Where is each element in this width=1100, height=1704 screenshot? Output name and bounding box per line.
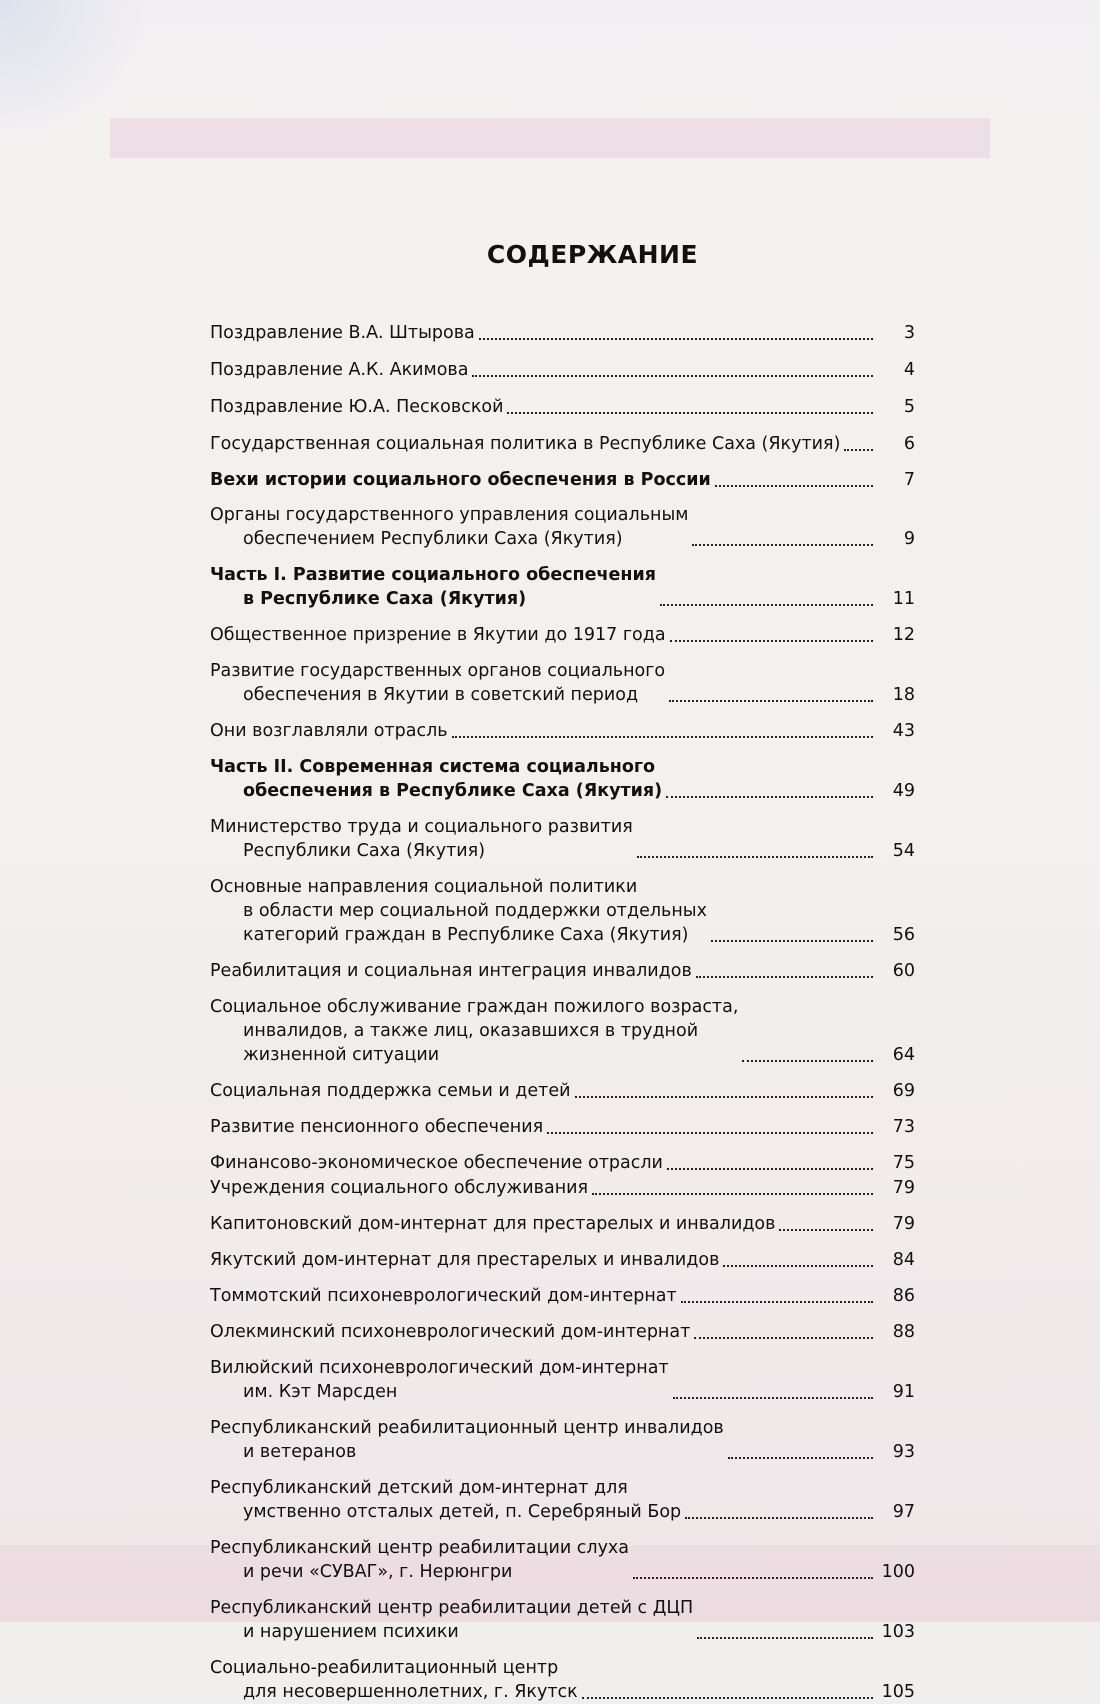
toc-entry — [210, 815, 915, 863]
toc-entry-line: умственно отсталых детей, п. Серебряный Бор — [243, 1502, 682, 1522]
toc-entry-text — [210, 432, 840, 456]
toc-page-number: 6 — [903, 434, 915, 454]
toc-page-number: 54 — [892, 841, 915, 861]
dot-leader — [696, 976, 873, 978]
toc-entry-text — [210, 875, 707, 947]
toc-entry-line: Республиканский центр реабилитации слуха — [210, 1538, 630, 1558]
toc-entry-text — [210, 1596, 693, 1644]
toc-page-number: 4 — [903, 360, 915, 380]
toc-entry-text — [210, 1356, 669, 1404]
dot-leader — [592, 1193, 873, 1195]
toc-entry — [210, 1416, 915, 1464]
toc-entry-text — [210, 1115, 543, 1139]
toc-page-number: 73 — [892, 1117, 915, 1137]
toc-entry — [210, 1320, 915, 1344]
toc-entry-line: Социальное обслуживание граждан пожилого возраста, — [210, 997, 739, 1017]
toc-entry-text — [210, 321, 475, 345]
toc-entry-line: Республики Саха (Якутия) — [243, 841, 486, 861]
toc-entry — [210, 719, 915, 743]
toc-page-number: 79 — [892, 1214, 915, 1234]
toc-entry-text — [210, 468, 711, 492]
toc-entry-line: Поздравление Ю.А. Песковской — [210, 397, 504, 417]
dot-leader — [667, 1168, 873, 1170]
toc-entry-text — [210, 623, 666, 647]
dot-leader — [685, 1517, 873, 1519]
toc-entry-line: и речи «СУВАГ», г. Нерюнгри — [243, 1562, 513, 1582]
toc-page-number: 12 — [892, 625, 915, 645]
toc-page-number: 56 — [892, 925, 915, 945]
toc-entry — [210, 1356, 915, 1404]
toc-entry-line: Республиканский центр реабилитации детей с ДЦП — [210, 1598, 694, 1618]
toc-entry-line: Они возглавляли отрасль — [210, 721, 448, 741]
toc-entry-text — [210, 1320, 690, 1344]
toc-entry-line: Общественное призрение в Якутии до 1917 года — [210, 625, 666, 645]
toc-entry — [210, 563, 915, 611]
toc-entry — [210, 1476, 915, 1524]
toc-page-number: 3 — [903, 323, 915, 343]
toc-entry-text — [210, 1248, 719, 1272]
toc-entry-line: обеспечением Республики Саха (Якутия) — [243, 529, 623, 549]
toc-entry-line: Развитие государственных органов социального — [210, 661, 666, 681]
dot-leader — [742, 1060, 873, 1062]
toc-entry-text — [210, 1212, 775, 1236]
dot-leader — [660, 604, 873, 606]
toc-entry-line: Якутский дом-интернат для престарелых и инвалидов — [210, 1250, 720, 1270]
toc-page-number: 7 — [903, 470, 915, 490]
dot-leader — [715, 485, 873, 487]
toc-entry-line: Часть II. Современная система социального — [210, 757, 656, 777]
toc-entry-line: для несовершеннолетних, г. Якутск — [243, 1682, 578, 1702]
table-of-contents — [210, 240, 915, 1704]
toc-entry — [210, 1248, 915, 1272]
toc-entry-line: Развитие пенсионного обеспечения — [210, 1117, 544, 1137]
toc-page-number: 103 — [881, 1622, 915, 1642]
toc-entry — [210, 503, 915, 551]
dot-leader — [692, 544, 873, 546]
dot-leader — [670, 640, 873, 642]
toc-entry — [210, 1079, 915, 1103]
toc-entry-line: Реабилитация и социальная интеграция инвалидов — [210, 961, 692, 981]
dot-leader — [575, 1096, 873, 1098]
dot-leader — [507, 412, 873, 414]
dot-leader — [711, 940, 873, 942]
toc-entry-text — [210, 959, 692, 983]
toc-page-number: 86 — [892, 1286, 915, 1306]
toc-entry-line: Капитоновский дом-интернат для престарелых и инвалидов — [210, 1214, 776, 1234]
toc-entry-line: инвалидов, а также лиц, оказавшихся в трудной — [243, 1021, 699, 1041]
toc-entry-line: Вилюйский психоневрологический дом-интернат — [210, 1358, 669, 1378]
dot-leader — [723, 1265, 873, 1267]
toc-entry — [210, 1656, 915, 1704]
toc-entry-line: и ветеранов — [243, 1442, 357, 1462]
toc-page-number: 75 — [892, 1153, 915, 1173]
toc-entry-line: Органы государственного управления социальным — [210, 505, 689, 525]
dot-leader — [582, 1697, 873, 1699]
toc-entry — [210, 1596, 915, 1644]
toc-entry-text — [210, 395, 503, 419]
toc-page-number: 69 — [892, 1081, 915, 1101]
toc-entry-line: Томмотский психоневрологический дом-интернат — [210, 1286, 677, 1306]
toc-entry-text — [210, 1416, 724, 1464]
toc-entry-line: в Республике Саха (Якутия) — [243, 589, 527, 609]
toc-entry-text — [210, 1079, 571, 1103]
toc-entry — [210, 755, 915, 803]
toc-entry-text — [210, 503, 688, 551]
page-title: СОДЕРЖАНИЕ — [486, 240, 699, 269]
dot-leader — [728, 1457, 873, 1459]
toc-entry-line: Республиканский реабилитационный центр инвалидов — [210, 1418, 724, 1438]
toc-entry-text — [210, 1151, 663, 1175]
dot-leader — [694, 1337, 873, 1339]
toc-entry-line: Учреждения социального обслуживания — [210, 1178, 589, 1198]
toc-entry-line: категорий граждан в Республике Саха (Якутия) — [243, 925, 689, 945]
dot-leader — [547, 1132, 873, 1134]
toc-entry-text — [210, 719, 448, 743]
toc-entry — [210, 395, 915, 419]
toc-page-number: 88 — [892, 1322, 915, 1342]
toc-entry-line: Социальная поддержка семьи и детей — [210, 1081, 571, 1101]
toc-page-number: 43 — [892, 721, 915, 741]
toc-entry-text — [210, 995, 738, 1067]
toc-entry-text — [210, 755, 662, 803]
toc-page-number: 79 — [892, 1178, 915, 1198]
toc-entry — [210, 1536, 915, 1584]
toc-page-number: 100 — [881, 1562, 915, 1582]
toc-entry — [210, 1284, 915, 1308]
toc-page-number: 105 — [881, 1682, 915, 1702]
dot-leader — [666, 796, 873, 798]
toc-page-number: 18 — [892, 685, 915, 705]
toc-entry-line: Министерство труда и социального развития — [210, 817, 633, 837]
toc-page-number: 9 — [903, 529, 915, 549]
toc-page-number: 5 — [903, 397, 915, 417]
toc-entry — [210, 959, 915, 983]
toc-entry-line: Олекминский психоневрологический дом-интернат — [210, 1322, 691, 1342]
toc-page-number: 11 — [892, 589, 915, 609]
dot-leader — [681, 1301, 873, 1303]
toc-entry-text — [210, 1656, 578, 1704]
toc-entry — [210, 875, 915, 947]
toc-entry-line: жизненной ситуации — [243, 1045, 440, 1065]
toc-entry — [210, 432, 915, 456]
toc-entry — [210, 468, 915, 492]
dot-leader — [479, 338, 873, 340]
toc-entry — [210, 1115, 915, 1139]
toc-entry-line: в области мер социальной поддержки отдельных — [243, 901, 707, 921]
toc-entry-text — [210, 358, 468, 382]
toc-entry-text — [210, 659, 665, 707]
dot-leader — [697, 1637, 873, 1639]
toc-entry-text — [210, 563, 656, 611]
dot-leader — [452, 736, 873, 738]
toc-entry-line: Республиканский детский дом-интернат для — [210, 1478, 628, 1498]
toc-entry — [210, 321, 915, 345]
toc-entry-line: Часть I. Развитие социального обеспечения — [210, 565, 656, 585]
toc-entry-line: Финансово-экономическое обеспечение отрасли — [210, 1153, 663, 1173]
toc-page-number: 84 — [892, 1250, 915, 1270]
toc-entry — [210, 1151, 915, 1175]
toc-entry-text — [210, 1176, 588, 1200]
toc-entry-line: Поздравление А.К. Акимова — [210, 360, 469, 380]
toc-entry-line: обеспечения в Якутии в советский период — [243, 685, 639, 705]
toc-entry — [210, 1176, 915, 1200]
toc-entries — [210, 321, 915, 1704]
toc-entry-line: им. Кэт Марсден — [243, 1382, 398, 1402]
toc-page-number: 60 — [892, 961, 915, 981]
bleed-through-band — [110, 118, 990, 158]
dot-leader — [472, 375, 873, 377]
toc-entry-text — [210, 1284, 677, 1308]
toc-entry — [210, 358, 915, 382]
toc-entry-line: Вехи истории социального обеспечения в России — [210, 470, 711, 490]
toc-entry — [210, 995, 915, 1067]
dot-leader — [633, 1577, 873, 1579]
toc-entry-line: Государственная социальная политика в Республике Саха (Якутия) — [210, 434, 841, 454]
toc-entry — [210, 1212, 915, 1236]
toc-entry-line: обеспечения в Республике Саха (Якутия) — [243, 781, 663, 801]
toc-entry-line: Социально-реабилитационный центр — [210, 1658, 559, 1678]
dot-leader — [844, 449, 873, 451]
dot-leader — [669, 700, 873, 702]
dot-leader — [637, 856, 873, 858]
toc-entry — [210, 623, 915, 647]
toc-entry-line: Поздравление В.А. Штырова — [210, 323, 475, 343]
dot-leader — [673, 1397, 873, 1399]
toc-entry-line: Основные направления социальной политики — [210, 877, 638, 897]
toc-entry-text — [210, 1536, 629, 1584]
toc-page-number: 91 — [892, 1382, 915, 1402]
toc-entry-text — [210, 815, 633, 863]
toc-page-number: 93 — [892, 1442, 915, 1462]
toc-entry — [210, 659, 915, 707]
dot-leader — [779, 1229, 873, 1231]
toc-page-number: 97 — [892, 1502, 915, 1522]
toc-page-number: 64 — [892, 1045, 915, 1065]
toc-entry-text — [210, 1476, 681, 1524]
toc-page-number: 49 — [892, 781, 915, 801]
toc-entry-line: и нарушением психики — [243, 1622, 459, 1642]
